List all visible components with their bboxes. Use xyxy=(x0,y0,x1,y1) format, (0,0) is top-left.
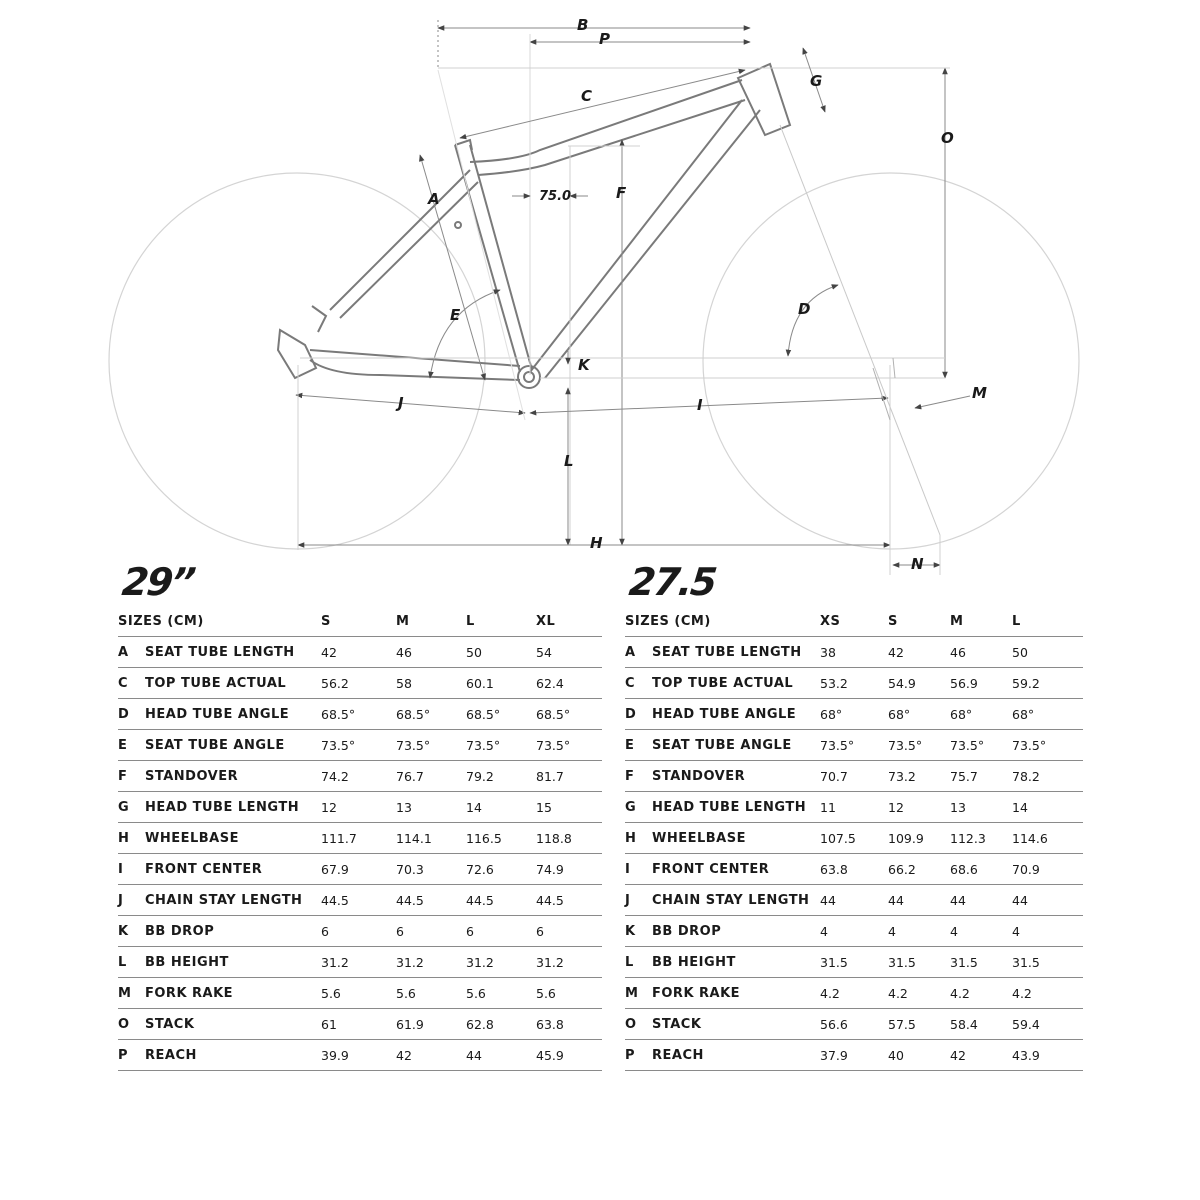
row-name: BB DROP xyxy=(652,916,820,947)
row-name: HEAD TUBE LENGTH xyxy=(145,792,321,823)
row-code: I xyxy=(118,854,145,885)
row-code: I xyxy=(625,854,652,885)
row-value: 50 xyxy=(1012,637,1083,668)
front-wheel xyxy=(703,173,1079,549)
table-header-row xyxy=(625,606,1083,637)
table-row xyxy=(625,1009,1083,1040)
row-value: 4.2 xyxy=(1012,978,1083,1009)
table-row xyxy=(118,699,602,730)
row-value: 68° xyxy=(1012,699,1083,730)
table-row xyxy=(118,792,602,823)
row-value: 68.5° xyxy=(536,699,602,730)
row-value: 73.5° xyxy=(1012,730,1083,761)
row-value: 78.2 xyxy=(1012,761,1083,792)
row-value: 5.6 xyxy=(536,978,602,1009)
row-value: 15 xyxy=(536,792,602,823)
row-code: J xyxy=(118,885,145,916)
row-value: 112.3 xyxy=(950,823,1012,854)
table-row xyxy=(625,823,1083,854)
table-row xyxy=(625,885,1083,916)
row-code: A xyxy=(118,637,145,668)
row-value: 42 xyxy=(396,1040,466,1071)
table-row xyxy=(625,637,1083,668)
table-row xyxy=(118,761,602,792)
row-name: WHEELBASE xyxy=(652,823,820,854)
row-value: 4 xyxy=(950,916,1012,947)
row-value: 79.2 xyxy=(466,761,536,792)
table-row xyxy=(625,947,1083,978)
row-code: D xyxy=(118,699,145,730)
frame-geometry-diagram xyxy=(0,0,1200,580)
row-value: 44.5 xyxy=(396,885,466,916)
row-name: STANDOVER xyxy=(145,761,321,792)
row-value: 66.2 xyxy=(888,854,950,885)
table-row xyxy=(118,854,602,885)
row-name: TOP TUBE ACTUAL xyxy=(652,668,820,699)
row-name: SEAT TUBE ANGLE xyxy=(652,730,820,761)
size-col: XL xyxy=(536,606,602,637)
row-name: FRONT CENTER xyxy=(145,854,321,885)
row-value: 44 xyxy=(888,885,950,916)
row-value: 12 xyxy=(321,792,396,823)
row-value: 6 xyxy=(536,916,602,947)
row-value: 46 xyxy=(396,637,466,668)
row-name: STACK xyxy=(652,1009,820,1040)
row-value: 70.3 xyxy=(396,854,466,885)
row-code: M xyxy=(625,978,652,1009)
row-code: O xyxy=(118,1009,145,1040)
size-col: M xyxy=(950,606,1012,637)
table-row xyxy=(625,916,1083,947)
row-value: 4 xyxy=(820,916,888,947)
row-value: 109.9 xyxy=(888,823,950,854)
size-col: S xyxy=(888,606,950,637)
label-seat-angle: 75.0 xyxy=(539,189,572,204)
row-value: 68° xyxy=(888,699,950,730)
row-code: M xyxy=(118,978,145,1009)
row-value: 62.8 xyxy=(466,1009,536,1040)
row-value: 5.6 xyxy=(321,978,396,1009)
size-col: XS xyxy=(820,606,888,637)
row-name: STACK xyxy=(145,1009,321,1040)
row-code: F xyxy=(118,761,145,792)
row-value: 59.4 xyxy=(1012,1009,1083,1040)
row-name: WHEELBASE xyxy=(145,823,321,854)
row-value: 31.2 xyxy=(536,947,602,978)
row-value: 13 xyxy=(950,792,1012,823)
table-row xyxy=(118,916,602,947)
row-name: TOP TUBE ACTUAL xyxy=(145,668,321,699)
row-name: REACH xyxy=(652,1040,820,1071)
row-code: C xyxy=(625,668,652,699)
row-value: 63.8 xyxy=(820,854,888,885)
label-l: L xyxy=(564,452,574,470)
row-name: CHAIN STAY LENGTH xyxy=(652,885,820,916)
row-value: 73.5° xyxy=(321,730,396,761)
label-o: O xyxy=(941,129,954,147)
row-value: 50 xyxy=(466,637,536,668)
sizes-label: SIZES (CM) xyxy=(118,606,321,637)
label-n: N xyxy=(911,555,924,573)
row-value: 116.5 xyxy=(466,823,536,854)
table-row xyxy=(118,730,602,761)
label-e: E xyxy=(450,306,461,324)
row-value: 73.5° xyxy=(950,730,1012,761)
row-value: 31.2 xyxy=(396,947,466,978)
row-code: E xyxy=(118,730,145,761)
dimension-lines xyxy=(296,20,970,575)
row-value: 67.9 xyxy=(321,854,396,885)
row-value: 73.2 xyxy=(888,761,950,792)
row-name: HEAD TUBE ANGLE xyxy=(145,699,321,730)
row-value: 42 xyxy=(950,1040,1012,1071)
row-value: 56.6 xyxy=(820,1009,888,1040)
table-row xyxy=(625,730,1083,761)
table-header-row xyxy=(118,606,602,637)
row-value: 11 xyxy=(820,792,888,823)
row-value: 70.7 xyxy=(820,761,888,792)
row-value: 44 xyxy=(820,885,888,916)
row-name: FRONT CENTER xyxy=(652,854,820,885)
row-value: 111.7 xyxy=(321,823,396,854)
row-value: 68.6 xyxy=(950,854,1012,885)
row-value: 59.2 xyxy=(1012,668,1083,699)
row-code: F xyxy=(625,761,652,792)
table-row xyxy=(118,978,602,1009)
row-value: 45.9 xyxy=(536,1040,602,1071)
row-value: 75.7 xyxy=(950,761,1012,792)
label-k: K xyxy=(578,356,590,374)
table-row xyxy=(118,885,602,916)
row-value: 114.1 xyxy=(396,823,466,854)
row-value: 4 xyxy=(888,916,950,947)
row-code: L xyxy=(625,947,652,978)
row-code: G xyxy=(625,792,652,823)
label-a: A xyxy=(428,190,440,208)
row-code: H xyxy=(625,823,652,854)
table-row xyxy=(625,1040,1083,1071)
row-value: 4.2 xyxy=(888,978,950,1009)
table-row xyxy=(625,792,1083,823)
row-name: SEAT TUBE ANGLE xyxy=(145,730,321,761)
row-value: 81.7 xyxy=(536,761,602,792)
row-value: 44 xyxy=(466,1040,536,1071)
row-name: CHAIN STAY LENGTH xyxy=(145,885,321,916)
size-col: L xyxy=(466,606,536,637)
row-value: 39.9 xyxy=(321,1040,396,1071)
row-value: 63.8 xyxy=(536,1009,602,1040)
row-value: 68.5° xyxy=(321,699,396,730)
row-value: 38 xyxy=(820,637,888,668)
row-name: SEAT TUBE LENGTH xyxy=(145,637,321,668)
row-code: K xyxy=(625,916,652,947)
row-value: 4.2 xyxy=(820,978,888,1009)
table-row xyxy=(118,823,602,854)
row-value: 56.2 xyxy=(321,668,396,699)
row-value: 61 xyxy=(321,1009,396,1040)
row-value: 14 xyxy=(466,792,536,823)
row-value: 4.2 xyxy=(950,978,1012,1009)
size-col: S xyxy=(321,606,396,637)
row-value: 114.6 xyxy=(1012,823,1083,854)
geometry-table-29 xyxy=(118,560,602,1071)
row-name: FORK RAKE xyxy=(145,978,321,1009)
row-code: D xyxy=(625,699,652,730)
row-value: 68° xyxy=(820,699,888,730)
row-value: 54 xyxy=(536,637,602,668)
table-row xyxy=(625,978,1083,1009)
table-row xyxy=(625,854,1083,885)
row-code: P xyxy=(625,1040,652,1071)
row-value: 44.5 xyxy=(466,885,536,916)
table-row xyxy=(625,699,1083,730)
table-row xyxy=(118,637,602,668)
row-value: 31.5 xyxy=(1012,947,1083,978)
size-col: L xyxy=(1012,606,1083,637)
size-col: M xyxy=(396,606,466,637)
row-value: 44.5 xyxy=(321,885,396,916)
row-value: 58 xyxy=(396,668,466,699)
row-value: 6 xyxy=(321,916,396,947)
row-code: H xyxy=(118,823,145,854)
row-value: 5.6 xyxy=(396,978,466,1009)
row-value: 73.5° xyxy=(396,730,466,761)
row-value: 31.5 xyxy=(888,947,950,978)
label-d: D xyxy=(798,300,811,318)
row-name: REACH xyxy=(145,1040,321,1071)
row-name: STANDOVER xyxy=(652,761,820,792)
row-code: G xyxy=(118,792,145,823)
row-value: 56.9 xyxy=(950,668,1012,699)
row-value: 4 xyxy=(1012,916,1083,947)
row-name: BB DROP xyxy=(145,916,321,947)
label-c: C xyxy=(581,87,593,105)
row-value: 42 xyxy=(888,637,950,668)
row-code: K xyxy=(118,916,145,947)
table-title: 29” xyxy=(120,560,196,604)
row-value: 73.5° xyxy=(888,730,950,761)
row-value: 68° xyxy=(950,699,1012,730)
row-value: 42 xyxy=(321,637,396,668)
row-value: 68.5° xyxy=(466,699,536,730)
label-p: P xyxy=(599,30,610,48)
row-value: 31.2 xyxy=(321,947,396,978)
label-g: G xyxy=(810,72,823,90)
row-name: BB HEIGHT xyxy=(652,947,820,978)
row-code: C xyxy=(118,668,145,699)
label-h: H xyxy=(590,534,603,552)
table-row xyxy=(118,1040,602,1071)
label-i: I xyxy=(697,396,703,414)
row-value: 6 xyxy=(396,916,466,947)
row-value: 37.9 xyxy=(820,1040,888,1071)
row-code: L xyxy=(118,947,145,978)
row-value: 70.9 xyxy=(1012,854,1083,885)
dimension-labels xyxy=(395,16,987,573)
sizes-label: SIZES (CM) xyxy=(625,606,820,637)
table-row xyxy=(625,761,1083,792)
row-value: 73.5° xyxy=(820,730,888,761)
row-code: P xyxy=(118,1040,145,1071)
row-value: 46 xyxy=(950,637,1012,668)
row-value: 107.5 xyxy=(820,823,888,854)
row-name: BB HEIGHT xyxy=(145,947,321,978)
row-value: 58.4 xyxy=(950,1009,1012,1040)
row-value: 6 xyxy=(466,916,536,947)
row-value: 40 xyxy=(888,1040,950,1071)
row-value: 12 xyxy=(888,792,950,823)
row-value: 44 xyxy=(1012,885,1083,916)
row-value: 54.9 xyxy=(888,668,950,699)
geometry-table-27-5 xyxy=(625,560,1083,1071)
row-name: HEAD TUBE LENGTH xyxy=(652,792,820,823)
label-f: F xyxy=(616,184,627,202)
table-title: 27.5 xyxy=(627,560,718,604)
row-value: 31.2 xyxy=(466,947,536,978)
row-value: 118.8 xyxy=(536,823,602,854)
row-value: 13 xyxy=(396,792,466,823)
row-value: 74.2 xyxy=(321,761,396,792)
row-name: FORK RAKE xyxy=(652,978,820,1009)
row-code: A xyxy=(625,637,652,668)
row-value: 31.5 xyxy=(950,947,1012,978)
table-body xyxy=(625,637,1083,1071)
table-row xyxy=(118,1009,602,1040)
row-value: 68.5° xyxy=(396,699,466,730)
row-name: SEAT TUBE LENGTH xyxy=(652,637,820,668)
row-value: 72.6 xyxy=(466,854,536,885)
row-value: 44.5 xyxy=(536,885,602,916)
table-body xyxy=(118,637,602,1071)
row-value: 74.9 xyxy=(536,854,602,885)
row-name: HEAD TUBE ANGLE xyxy=(652,699,820,730)
row-value: 73.5° xyxy=(536,730,602,761)
row-value: 5.6 xyxy=(466,978,536,1009)
row-value: 14 xyxy=(1012,792,1083,823)
row-code: E xyxy=(625,730,652,761)
row-value: 43.9 xyxy=(1012,1040,1083,1071)
label-m: M xyxy=(972,384,987,402)
row-value: 57.5 xyxy=(888,1009,950,1040)
row-value: 44 xyxy=(950,885,1012,916)
row-value: 76.7 xyxy=(396,761,466,792)
row-code: J xyxy=(625,885,652,916)
bike-frame xyxy=(278,64,790,388)
row-value: 73.5° xyxy=(466,730,536,761)
row-code: O xyxy=(625,1009,652,1040)
row-value: 62.4 xyxy=(536,668,602,699)
table-row xyxy=(118,668,602,699)
row-value: 53.2 xyxy=(820,668,888,699)
table-row xyxy=(118,947,602,978)
table-row xyxy=(625,668,1083,699)
label-b: B xyxy=(577,16,589,34)
row-value: 61.9 xyxy=(396,1009,466,1040)
label-j: J xyxy=(398,394,404,412)
row-value: 60.1 xyxy=(466,668,536,699)
row-value: 31.5 xyxy=(820,947,888,978)
